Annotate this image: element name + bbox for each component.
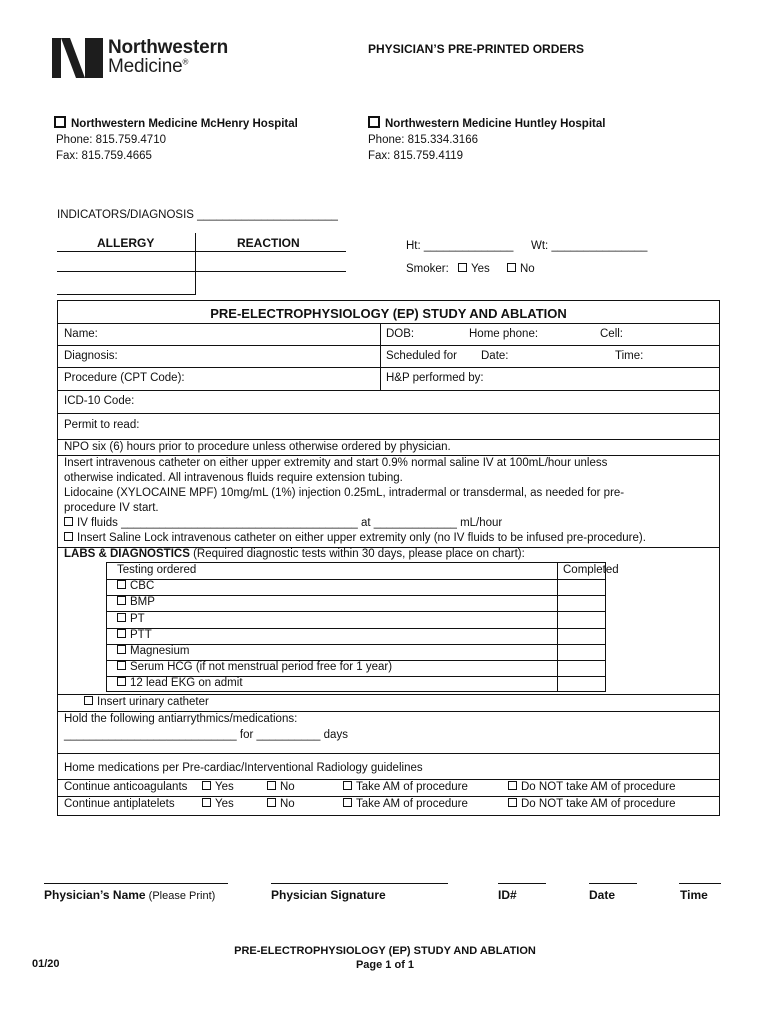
smoker-yes-label: Yes (471, 263, 490, 275)
height-field[interactable]: Ht: ______________ (406, 240, 514, 252)
home-phone-field[interactable]: Home phone: (469, 328, 539, 340)
permit-field[interactable]: Permit to read: (64, 419, 140, 431)
allergy-header: ALLERGY (97, 236, 155, 250)
indicators-diagnosis-field[interactable]: INDICATORS/DIAGNOSIS ______________________ (57, 209, 338, 221)
hospital-huntley (368, 116, 605, 164)
test-magnesium: Magnesium (117, 645, 189, 657)
dob-field[interactable]: DOB: (386, 328, 415, 340)
mchenry-checkbox[interactable] (54, 116, 66, 128)
procedure-field[interactable]: Procedure (CPT Code): (64, 372, 185, 384)
physician-signature-label: Physician Signature (271, 888, 386, 902)
allergy-row-1[interactable] (57, 271, 195, 272)
icd10-field[interactable]: ICD-10 Code: (64, 395, 135, 407)
hp-performed-field[interactable]: H&P performed by: (386, 372, 484, 384)
npo-order: NPO six (6) hours prior to procedure unless otherwise ordered by physician. (64, 441, 451, 453)
anticoag-yes-checkbox[interactable] (202, 781, 211, 790)
antiplate-take-am-checkbox[interactable] (343, 798, 352, 807)
mchenry-name: Northwestern Medicine McHenry Hospital (71, 118, 298, 130)
completed-header: Completed (563, 564, 619, 576)
smoker-no-label: No (520, 263, 535, 275)
mchenry-phone: Phone: 815.759.4710 (56, 134, 166, 146)
huntley-fax: Fax: 815.759.4119 (368, 150, 464, 162)
labs-heading: LABS & DIAGNOSTICS (Required diagnostic tests within 30 days, please place on chart): (64, 548, 525, 560)
northwestern-medicine-logo (52, 38, 262, 80)
test-ekg: 12 lead EKG on admit (117, 677, 243, 689)
logo-wordmark-line2: Medicine® (108, 56, 189, 77)
time-line[interactable] (679, 883, 721, 884)
scheduled-date-field[interactable]: Date: (481, 350, 509, 362)
anticoag-take-am: Take AM of procedure (343, 781, 468, 793)
reaction-header: REACTION (237, 236, 300, 250)
smoker-row (406, 263, 535, 275)
reaction-row-1[interactable] (196, 271, 346, 272)
hospital-mchenry (54, 116, 298, 164)
ptt-checkbox[interactable] (117, 629, 126, 638)
huntley-checkbox[interactable] (368, 116, 380, 128)
order-form-box (57, 300, 720, 816)
test-bmp: BMP (117, 596, 155, 608)
iv-order-line1: Insert intravenous catheter on either upper extremity and start 0.9% normal saline IV at 100mL/hour unless (64, 457, 608, 469)
anticoag-no-checkbox[interactable] (267, 781, 276, 790)
saline-lock-text: Insert Saline Lock intravenous catheter on either upper extremity only (no IV fluids to be infused pre-procedure). (77, 532, 646, 544)
smoker-label: Smoker: (406, 263, 449, 275)
antiplate-not-take-am: Do NOT take AM of procedure (508, 798, 675, 810)
logo-wordmark-line1: Northwestern (108, 37, 229, 58)
test-cbc: CBC (117, 580, 154, 592)
urinary-catheter-checkbox[interactable] (84, 696, 93, 705)
nm-logo-mark-icon (52, 38, 104, 78)
antiplate-yes-checkbox[interactable] (202, 798, 211, 807)
huntley-phone: Phone: 815.334.3166 (368, 134, 478, 146)
id-line[interactable] (498, 883, 546, 884)
scheduled-label: Scheduled for (386, 350, 457, 362)
date-label: Date (589, 888, 616, 902)
hold-meds-field[interactable]: ___________________________ for __________ days (64, 729, 348, 741)
antiplate-no: No (267, 798, 295, 810)
time-label: Time (680, 888, 708, 902)
smoker-yes-checkbox[interactable] (458, 263, 467, 272)
labs-table (106, 562, 619, 692)
lidocaine-line2: procedure IV start. (64, 502, 159, 514)
footer-title-block (0, 944, 770, 972)
ekg-checkbox[interactable] (117, 677, 126, 686)
weight-field[interactable]: Wt: _______________ (531, 240, 648, 252)
diagnosis-field[interactable]: Diagnosis: (64, 350, 118, 362)
iv-order-line2: otherwise indicated. All intravenous fluids require extension tubing. (64, 472, 403, 484)
lidocaine-line1: Lidocaine (XYLOCAINE MPF) 10mg/mL (1%) injection 0.25mL, intradermal or transdermal, as needed for pre- (64, 487, 625, 499)
hold-meds-label: Hold the following antiarrythmics/medications: (64, 713, 298, 725)
document-header-title: PHYSICIAN’S PRE-PRINTED ORDERS (368, 42, 585, 56)
antiplate-no-checkbox[interactable] (267, 798, 276, 807)
footer-revision-date: 01/20 (32, 958, 60, 970)
allergy-row-2[interactable] (57, 294, 195, 295)
form-title: PRE-ELECTROPHYSIOLOGY (EP) STUDY AND ABLATION (210, 306, 567, 321)
scheduled-time-field[interactable]: Time: (615, 350, 644, 362)
allergy-table (57, 233, 347, 295)
name-field[interactable]: Name: (64, 328, 98, 340)
anticoag-not-take-am-checkbox[interactable] (508, 781, 517, 790)
smoker-no-checkbox[interactable] (507, 263, 516, 272)
saline-lock-row (64, 532, 646, 544)
urinary-catheter-row: Insert urinary catheter (84, 696, 209, 708)
testing-ordered-header: Testing ordered (117, 564, 197, 576)
magnesium-checkbox[interactable] (117, 645, 126, 654)
cbc-checkbox[interactable] (117, 580, 126, 589)
cell-field[interactable]: Cell: (600, 328, 624, 340)
antiplate-yes: Yes (202, 798, 234, 810)
antiplate-not-take-am-checkbox[interactable] (508, 798, 517, 807)
anticoag-take-am-checkbox[interactable] (343, 781, 352, 790)
anticoag-not-take-am: Do NOT take AM of procedure (508, 781, 675, 793)
iv-fluids-row (64, 517, 502, 529)
mchenry-fax: Fax: 815.759.4665 (56, 150, 152, 162)
anticoag-no: No (267, 781, 295, 793)
physician-name-label: Physician’s Name (Please Print) (44, 888, 216, 902)
test-serum-hcg: Serum HCG (if not menstrual period free for 1 year) (117, 661, 392, 673)
huntley-name: Northwestern Medicine Huntley Hospital (385, 118, 606, 130)
test-ptt: PTT (117, 629, 152, 641)
home-meds-label: Home medications per Pre-cardiac/Interventional Radiology guidelines (64, 762, 423, 774)
physician-signature-line[interactable] (271, 883, 448, 884)
antiplatelets-label: Continue antiplatelets (64, 798, 175, 810)
anticoagulants-label: Continue anticoagulants (64, 781, 188, 793)
bmp-checkbox[interactable] (117, 596, 126, 605)
antiplate-take-am: Take AM of procedure (343, 798, 468, 810)
physician-name-line[interactable] (44, 883, 228, 884)
saline-lock-checkbox[interactable] (64, 532, 73, 541)
serum-hcg-checkbox[interactable] (117, 661, 126, 670)
footer-page-number: Page 1 of 1 (355, 959, 415, 971)
iv-fluids-text[interactable]: IV fluids _____________________________________ at _____________ mL/hour (77, 517, 503, 529)
date-line[interactable] (589, 883, 637, 884)
footer-title: PRE-ELECTROPHYSIOLOGY (EP) STUDY AND ABLATION (234, 945, 536, 957)
test-pt: PT (117, 613, 145, 625)
pt-checkbox[interactable] (117, 613, 126, 622)
id-label: ID# (498, 888, 517, 902)
iv-fluids-checkbox[interactable] (64, 517, 73, 526)
anticoag-yes: Yes (202, 781, 234, 793)
